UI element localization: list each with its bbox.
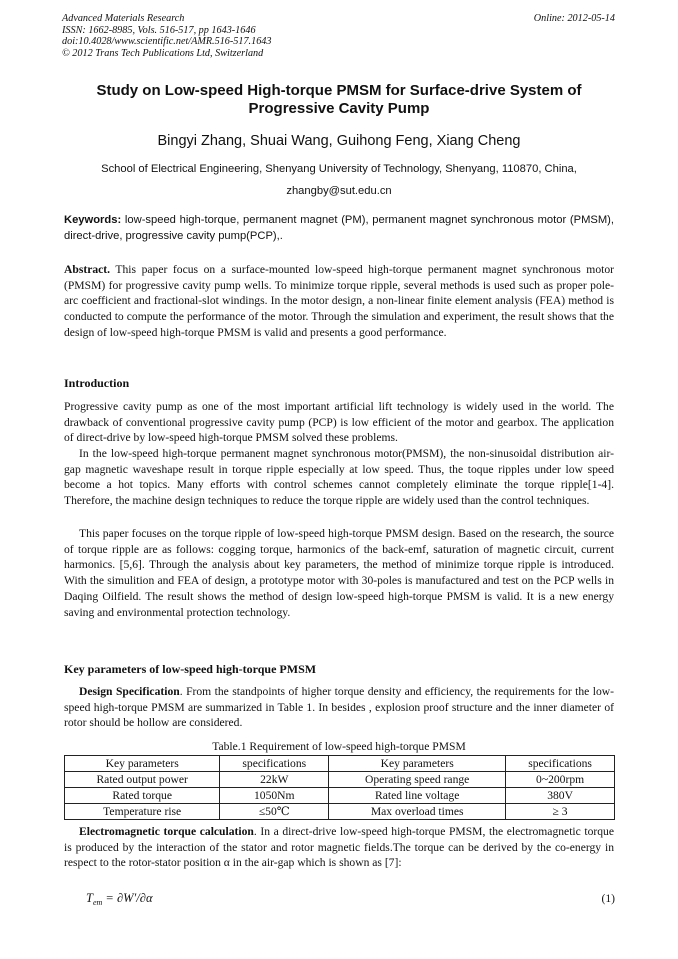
- table-header-cell: specifications: [506, 756, 615, 772]
- design-spec-label: Design Specification: [79, 685, 180, 698]
- abstract-label: Abstract.: [64, 263, 111, 276]
- table-row: [65, 804, 615, 820]
- abstract: [64, 262, 614, 341]
- table-header-row: [65, 756, 615, 772]
- table-cell: ≥ 3: [506, 804, 615, 820]
- table-cell: ≤50℃: [220, 804, 329, 820]
- abstract-text: This paper focus on a surface-mounted low-speed high-torque permanent magnet synchronous motor (PMSM) for progressive cavity pump wells. To minimize torque ripple, several methods is used such as proper pole-arc coefficient and fractional-slot windings. In the motor design, a non-linear finite element analysis (FEA) method is conducted to compute the performance of the motor. Through the simulation and experiment, the result shows that the design of low-speed high-torque PMSM is valid and presents a good performance.: [64, 263, 614, 339]
- intro-paragraph-3: [64, 526, 614, 620]
- intro-paragraph-2-text: In the low-speed high-torque permanent magnet synchronous motor(PMSM), the non-sinusoidal distribution air-gap magnetic waveshape result in torque ripple especially at low speed. Thus, the toque ripples under low speed become a hot topics. Many efforts with control schemes cannot completely eliminate the torque ripple[1-4]. Therefore, the machine design techniques to reduce the torque ripple are widely used than the control techniques.: [64, 447, 614, 508]
- intro-paragraph-1: Progressive cavity pump as one of the most important artificial lift technology is widely used in the world. The drawback of conventional progressive cavity pump (PCP) is low efficient of the motor and gearbox. The application of direct-drive by low-speed high-torque PMSM solved these problems.: [64, 400, 614, 445]
- journal-header: [62, 13, 271, 59]
- table-header-cell: Key parameters: [329, 756, 506, 772]
- table-cell: 22kW: [220, 772, 329, 788]
- issn-line: ISSN: 1662-8985, Vols. 516-517, pp 1643-1646: [62, 24, 256, 36]
- em-torque-label: Electromagnetic torque calculation: [79, 825, 254, 838]
- table-cell: 380V: [506, 788, 615, 804]
- copyright-line: © 2012 Trans Tech Publications Ltd, Switzerland: [62, 47, 264, 59]
- keywords: [64, 212, 614, 244]
- authors: Bingyi Zhang, Shuai Wang, Guihong Feng, Xiang Cheng: [157, 133, 521, 149]
- affiliation: School of Electrical Engineering, Shenyang University of Technology, Shenyang, 110870, China,: [101, 163, 577, 175]
- equation-1: [86, 891, 153, 907]
- requirements-table: [64, 755, 615, 820]
- em-torque-text: . In a direct-drive low-speed high-torque PMSM, the electromagnetic torque is produced by the interaction of the stator and rotor magnetic fields.The torque can be derived by the co-energy in respect to the rotor-stator position α in the air-gap which is shown as [7]:: [64, 825, 614, 870]
- keywords-text: low-speed high-torque, permanent magnet (PM), permanent magnet synchronous motor (PMSM), direct-drive, progressive cavity pump(PCP),.: [64, 214, 614, 242]
- design-spec-paragraph: [64, 684, 614, 731]
- table-cell: 1050Nm: [220, 788, 329, 804]
- em-torque-paragraph: [64, 824, 614, 871]
- intro-heading: Introduction: [64, 376, 130, 390]
- table-cell: Rated torque: [65, 788, 220, 804]
- table-row: [65, 772, 615, 788]
- table-header-cell: Key parameters: [65, 756, 220, 772]
- keywords-label: Keywords:: [64, 214, 122, 226]
- equation-lhs: T: [86, 891, 93, 905]
- table-cell: Max overload times: [329, 804, 506, 820]
- intro-paragraph-3-text: This paper focuses on the torque ripple of low-speed high-torque PMSM design. Based on the research, the source of torque ripple are as follows: cogging torque, harmonics of the back-emf, saturation of magnetic circuit, current harmonics. [5,6]. Through the analysis about key parameters, the method of minimize torque ripple is introduced. With the simulition and FEA of design, a prototype motor with 30-poles is manufactured and test on the PCP wells in Daqing Oilfield. The result shows the method of design low-speed high-torque PMSM is valid. It is a new energy saving and environmental protection technology.: [64, 527, 614, 619]
- table-cell: Operating speed range: [329, 772, 506, 788]
- table-cell: Rated line voltage: [329, 788, 506, 804]
- table-cell: Temperature rise: [65, 804, 220, 820]
- intro-paragraph-2: [64, 446, 614, 509]
- design-spec-text: . From the standpoints of higher torque density and efficiency, the requirements for the low-speed high-torque PMSM are summarized in Table 1. In besides , explosion proof structure and the inner diameter of rotor should be hollow are considered.: [64, 685, 615, 730]
- affiliation-block: [52, 158, 626, 202]
- email: zhangby@sut.edu.cn: [286, 185, 392, 197]
- table-cell: Rated output power: [65, 772, 220, 788]
- table-row: [65, 788, 615, 804]
- keyparams-heading: Key parameters of low-speed high-torque PMSM: [64, 662, 317, 676]
- online-date: Online: 2012-05-14: [533, 13, 615, 24]
- equation-number: (1): [601, 892, 615, 905]
- journal-name: Advanced Materials Research: [62, 13, 185, 24]
- equation-rhs: = ∂W′/∂α: [102, 891, 153, 905]
- paper-title: Study on Low-speed High-torque PMSM for Surface-drive System of Progressive Cavity Pump: [96, 82, 582, 117]
- doi-line: doi:10.4028/www.scientific.net/AMR.516-517.1643: [62, 36, 272, 47]
- table-caption: Table.1 Requirement of low-speed high-torque PMSM: [212, 740, 466, 753]
- equation-subscript: em: [92, 898, 103, 907]
- table-cell: 0~200rpm: [506, 772, 615, 788]
- table-header-cell: specifications: [220, 756, 329, 772]
